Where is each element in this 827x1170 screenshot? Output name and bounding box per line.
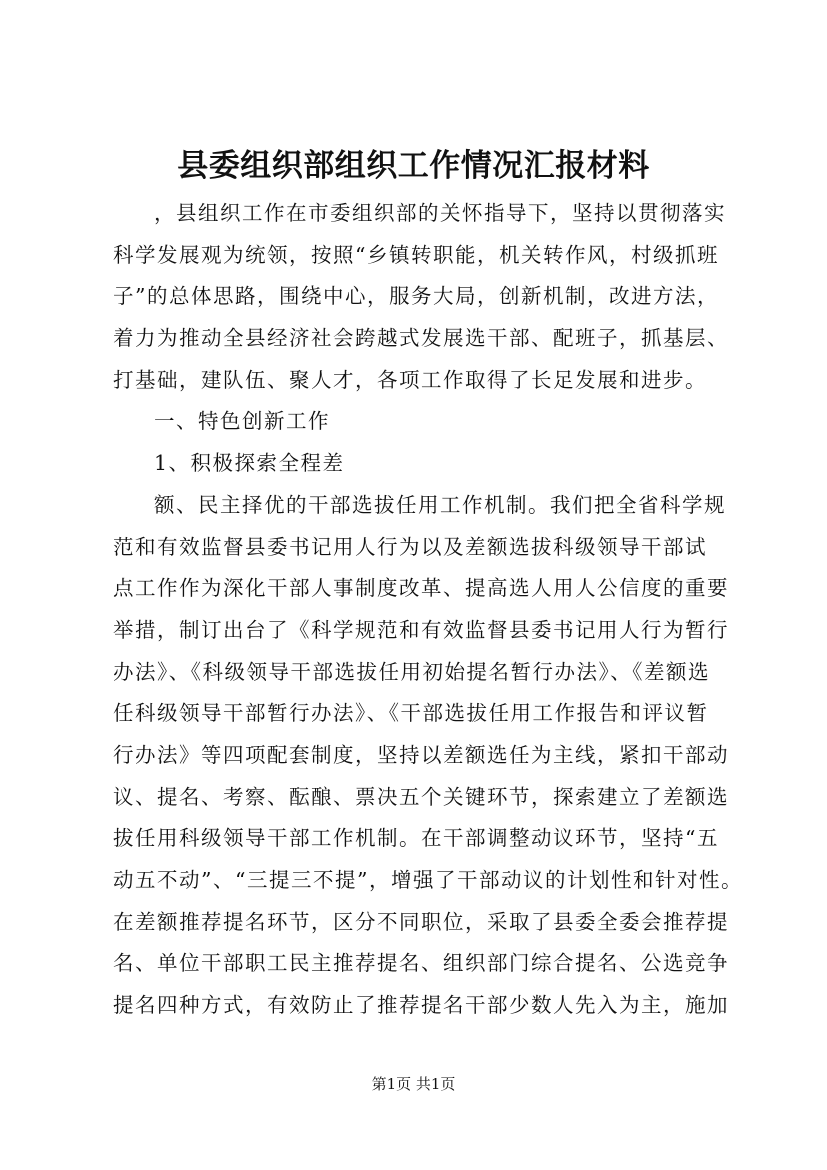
paragraph-line: 在差额推荐提名环节，区分不同职位，采取了县委全委会推荐提	[113, 909, 729, 934]
paragraph-line: 办法》、《科级领导干部选拔任用初始提名暂行办法》、《差额选	[113, 659, 710, 684]
document-body	[113, 193, 743, 1027]
paragraph-line: 额、民主择优的干部选拔任用工作机制。我们把全省科学规	[154, 492, 726, 517]
paragraph-line: 范和有效监督县委书记用人行为以及差额选拔科级领导干部试	[113, 534, 707, 559]
paragraph-line: 动五不动”、“三提三不提”，增强了干部动议的计划性和针对性。	[113, 868, 743, 892]
paragraph-line: ，县组织工作在市委组织部的关怀指导下，坚持以贯彻落实	[154, 201, 726, 225]
section-heading: 一、特色创新工作	[154, 409, 330, 434]
paragraph-line: 议、提名、考察、酝酿、票决五个关键环节，探索建立了差额选	[113, 784, 729, 809]
paragraph-line: 着力为推动全县经济社会跨越式发展选干部、配班子，抓基层、	[113, 326, 729, 351]
paragraph-line: 提名四种方式，有效防止了推荐提名干部少数人先入为主，施加	[113, 993, 729, 1018]
paragraph-line: 拔任用科级领导干部工作机制。在干部调整动议环节，坚持“五	[113, 826, 719, 851]
paragraph-line: 科学发展观为统领，按照“乡镇转职能，机关转作风，村级抓班	[113, 242, 719, 267]
paragraph-line: 点工作作为深化干部人事制度改革、提高选人用人公信度的重要	[113, 576, 729, 601]
paragraph-line: 举措，制订出台了《科学规范和有效监督县委书记用人行为暂行	[113, 617, 729, 642]
paragraph-line: 任科级领导干部暂行办法》、《干部选拔任用工作报告和评议暂	[113, 701, 709, 726]
subsection-heading: 1、积极探索全程差	[154, 451, 345, 476]
page-number-footer: 第1页 共1页	[371, 1075, 456, 1093]
document-title: 县委组织部组织工作情况汇报材料	[177, 148, 650, 184]
paragraph-line: 打基础，建队伍、聚人才，各项工作取得了长足发展和进步。	[113, 367, 707, 392]
paragraph-line: 行办法》等四项配套制度，坚持以差额选任为主线，紧扣干部动	[113, 742, 729, 767]
paragraph-line: 子”的总体思路，围绕中心，服务大局，创新机制，改进方法，	[113, 284, 719, 309]
paragraph-line: 名、单位干部职工民主推荐提名、组织部门综合提名、公选竞争	[113, 951, 729, 976]
